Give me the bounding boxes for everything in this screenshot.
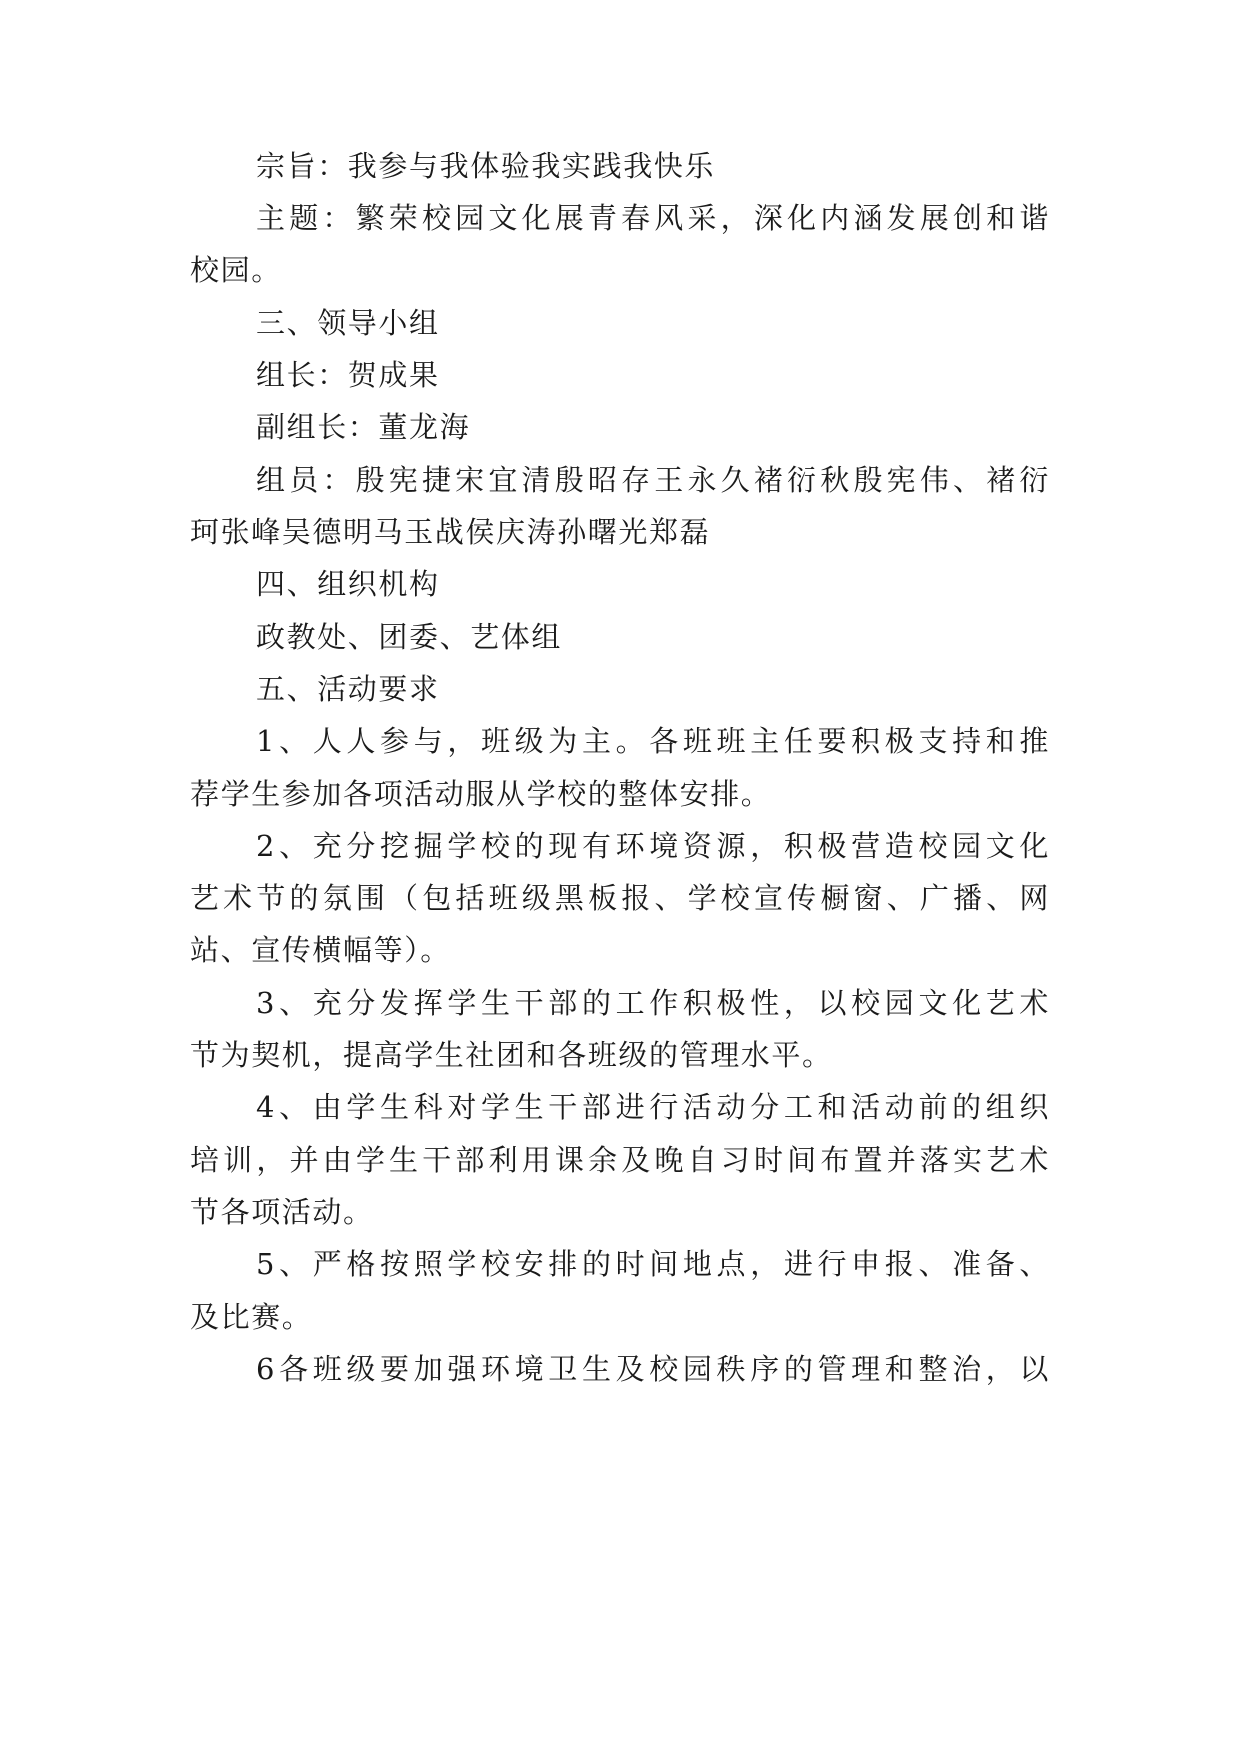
deputy-leader-line: 副组长：董龙海: [256, 410, 471, 444]
members-line: 组员：殷宪捷宋宜清殷昭存王永久褚衍秋殷宪伟、褚衍: [256, 463, 1050, 497]
organization-line: 政教处、团委、艺体组: [256, 620, 563, 654]
theme-line: 主题：繁荣校园文化展青春风采，深化内涵发展创和谐: [256, 201, 1050, 235]
requirement-2-continued: 艺术节的氛围（包括班级黑板报、学校宣传橱窗、广播、网: [190, 881, 1050, 915]
section-heading-requirements: 五、活动要求: [256, 672, 440, 706]
requirement-1: 1、人人参与，班级为主。各班班主任要积极支持和推: [256, 724, 1050, 758]
purpose-line: 宗旨：我参与我体验我实践我快乐: [256, 149, 716, 183]
requirement-4-continued: 培训，并由学生干部利用课余及晚自习时间布置并落实艺术: [190, 1143, 1050, 1177]
requirement-1-continued: 荐学生参加各项活动服从学校的整体安排。: [190, 777, 772, 811]
requirement-2: 2、充分挖掘学校的现有环境资源，积极营造校园文化: [256, 829, 1050, 863]
requirement-4: 4、由学生科对学生干部进行活动分工和活动前的组织: [256, 1090, 1050, 1124]
requirement-3: 3、充分发挥学生干部的工作积极性，以校园文化艺术: [256, 986, 1050, 1020]
leader-line: 组长：贺成果: [256, 358, 440, 392]
members-line-continued: 珂张峰吴德明马玉战侯庆涛孙曙光郑磊: [190, 515, 711, 549]
requirement-2-end: 站、宣传横幅等）。: [190, 933, 451, 967]
requirement-3-continued: 节为契机，提高学生社团和各班级的管理水平。: [190, 1038, 833, 1072]
requirement-4-end: 节各项活动。: [190, 1195, 374, 1229]
theme-line-continued: 校园。: [190, 253, 282, 287]
requirement-6: 6各班级要加强环境卫生及校园秩序的管理和整治，以: [256, 1352, 1050, 1386]
section-heading-leadership: 三、领导小组: [256, 306, 440, 340]
section-heading-organization: 四、组织机构: [256, 567, 440, 601]
requirement-5: 5、严格按照学校安排的时间地点，进行申报、准备、: [256, 1247, 1050, 1281]
requirement-5-continued: 及比赛。: [190, 1300, 313, 1334]
